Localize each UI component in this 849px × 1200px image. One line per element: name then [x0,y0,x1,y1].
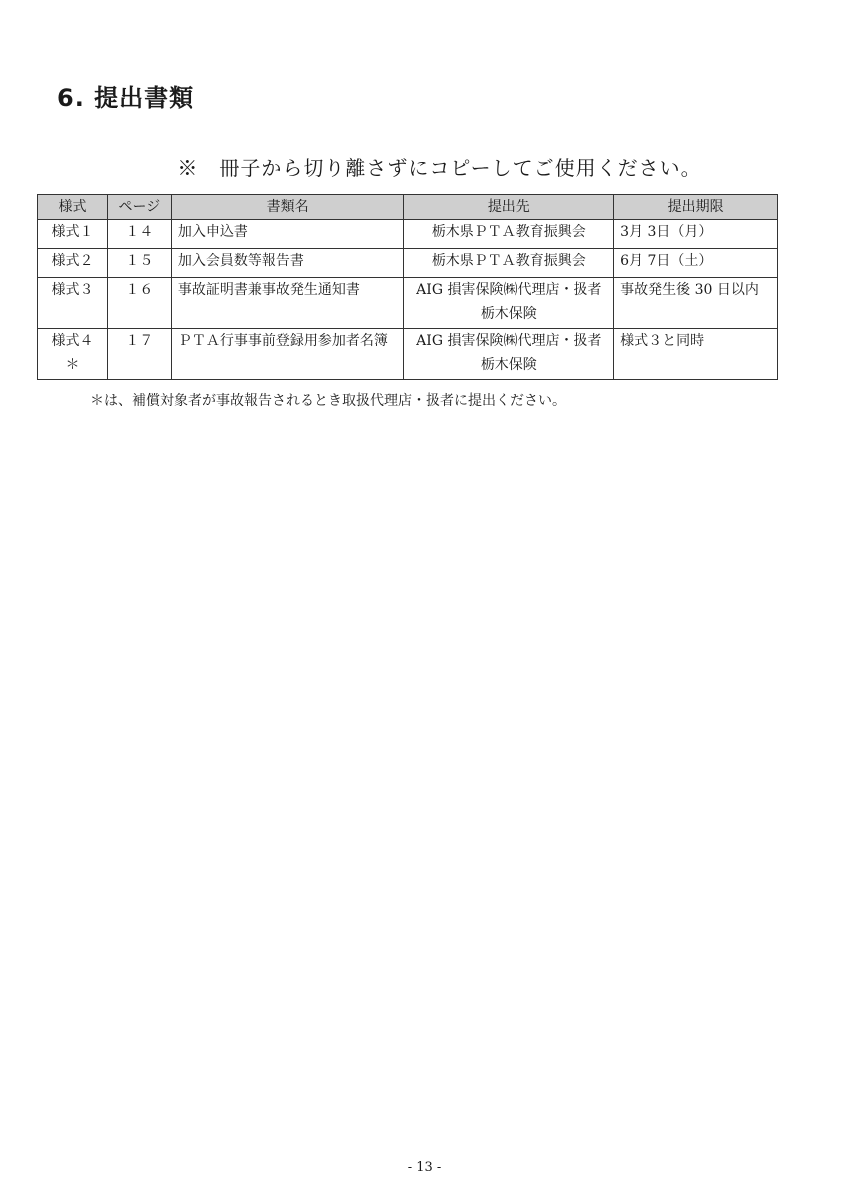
submit-to-line2: 栃木保険 [480,357,537,373]
header-form: 様式 [38,195,108,220]
deadline-cell: 6月 7日（土） [614,249,778,278]
table-header-row [38,195,778,220]
header-submit-to: 提出先 [404,195,614,220]
form-cell [38,329,108,380]
submit-to-line2: 栃木保険 [480,306,537,322]
deadline-cell: 様式３と同時 [614,329,778,380]
page-cell: １４ [107,220,171,249]
form-cell: 様式３ [38,278,108,329]
form-asterisk: ＊ [65,357,80,373]
table-row [38,278,778,329]
submit-to-cell [404,278,614,329]
submit-to-cell: 栃木県ＰＴＡ教育振興会 [404,220,614,249]
page-cell: １７ [107,329,171,380]
header-document-name: 書類名 [171,195,404,220]
section-heading: 6. 提出書類 [57,84,195,112]
submit-to-line1: AIG 損害保険㈱代理店・扱者 [416,333,602,349]
header-page: ページ [107,195,171,220]
document-name-cell: 事故証明書兼事故発生通知書 [171,278,404,329]
document-name-cell: 加入申込書 [171,220,404,249]
page-number: - 13 - [407,1160,442,1175]
table-row [38,249,778,278]
submit-to-line1: AIG 損害保険㈱代理店・扱者 [416,282,602,298]
header-deadline: 提出期限 [614,195,778,220]
submission-documents-table [37,194,778,380]
submit-to-cell: 栃木県ＰＴＡ教育振興会 [404,249,614,278]
deadline-cell: 3月 3日（月） [614,220,778,249]
table-row [38,220,778,249]
submit-to-cell [404,329,614,380]
form-cell: 様式２ [38,249,108,278]
deadline-cell: 事故発生後 30 日以内 [614,278,778,329]
page-cell: １５ [107,249,171,278]
table-row [38,329,778,380]
copy-notice: ※ 冊子から切り離さずにコピーしてご使用ください。 [177,156,702,180]
table-footnote: ＊は、補償対象者が事故報告されるとき取扱代理店・扱者に提出ください。 [90,393,566,409]
form-label: 様式４ [51,333,94,349]
form-cell: 様式１ [38,220,108,249]
page-cell: １６ [107,278,171,329]
document-name-cell: 加入会員数等報告書 [171,249,404,278]
document-name-cell: ＰＴＡ行事事前登録用参加者名簿 [171,329,404,380]
